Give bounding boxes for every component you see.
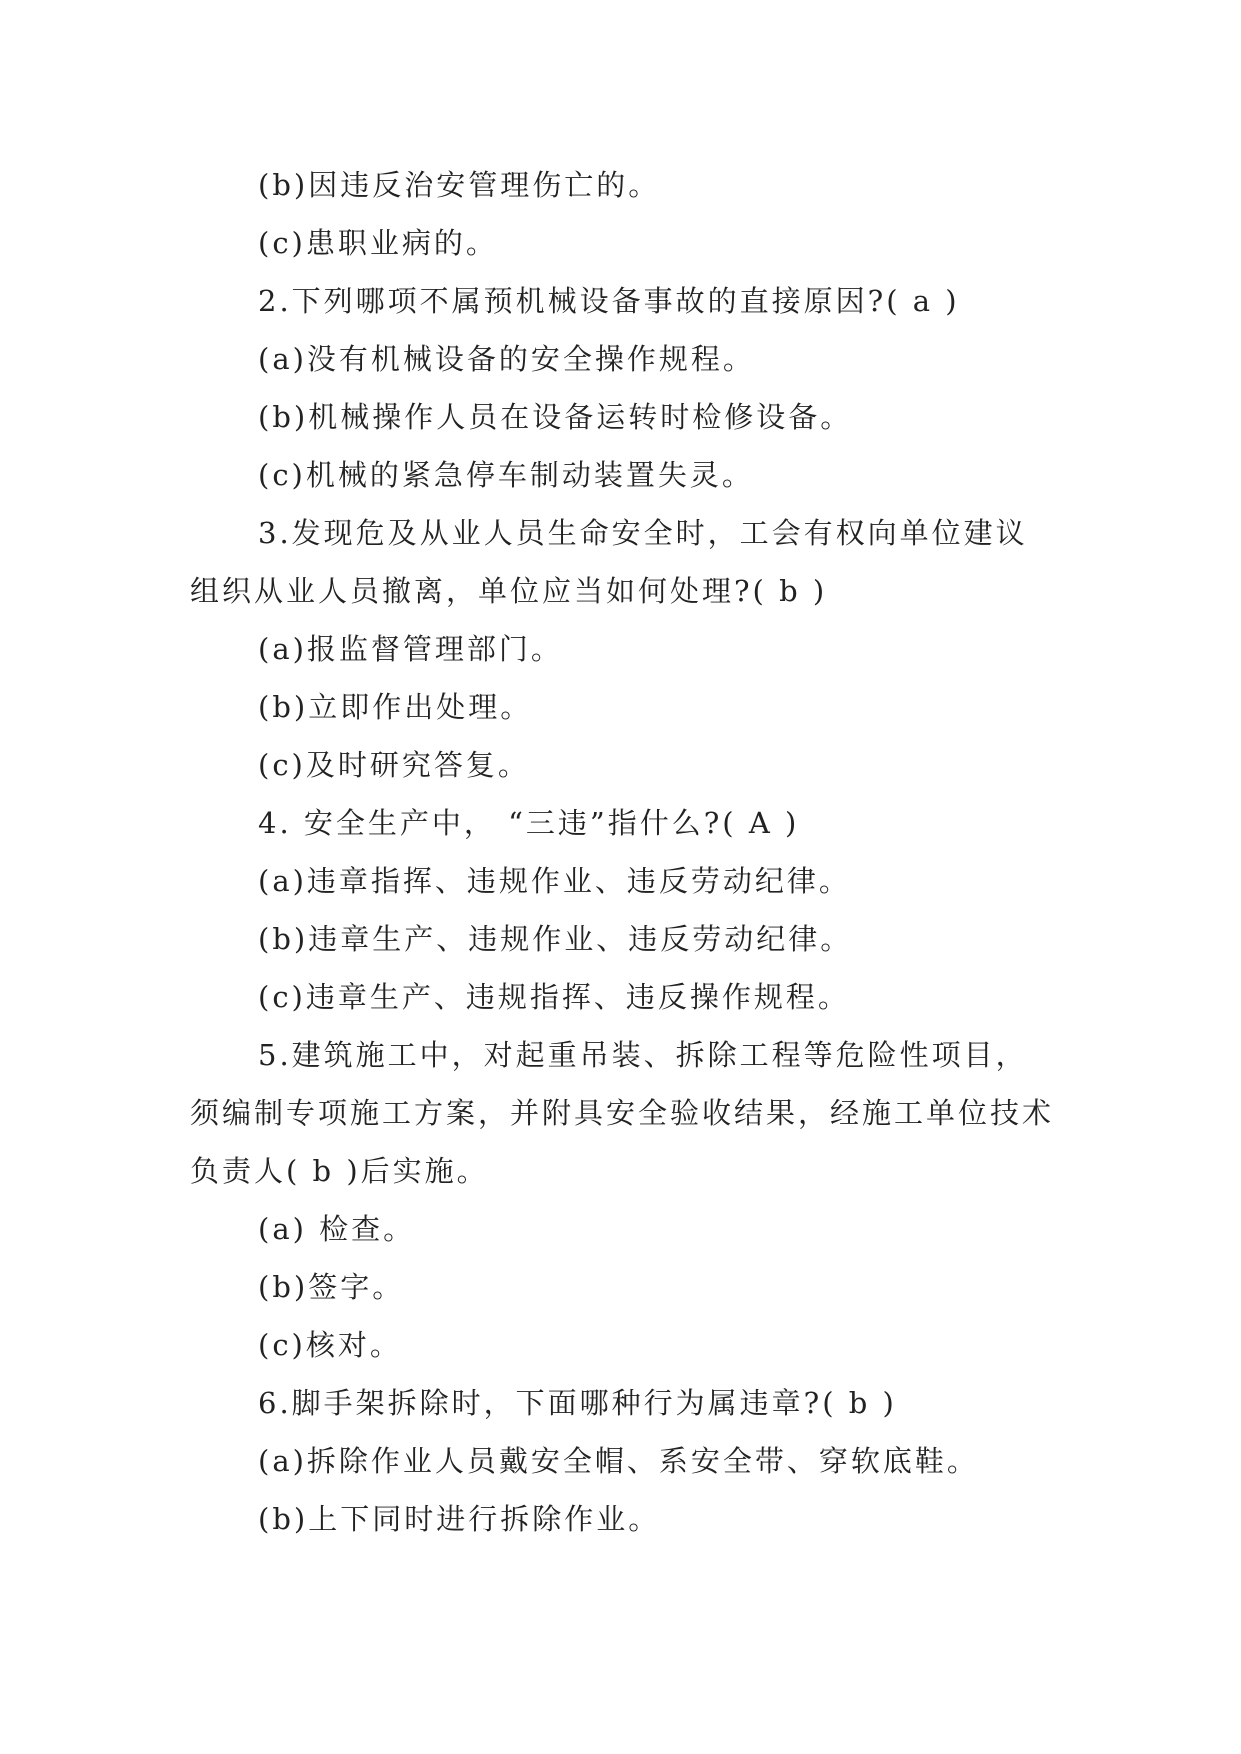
answer-option: (b)立即作出处理。 (258, 690, 533, 724)
answer-option: (a) 检查。 (258, 1212, 416, 1246)
answer-option: (c)核对。 (258, 1328, 402, 1362)
answer-option: (b)机械操作人员在设备运转时检修设备。 (258, 400, 853, 434)
document-body (190, 156, 1055, 1548)
answer-option: (c)违章生产、违规指挥、违反操作规程。 (258, 980, 850, 1014)
answer-option: (c)机械的紧急停车制动装置失灵。 (258, 458, 754, 492)
question-5: 5.建筑施工中，对起重吊装、拆除工程等危险性项目，须编制专项施工方案，并附具安全验收结果，经施工单位技术负责人( b )后实施。 (190, 1038, 1055, 1188)
answer-option: (a)拆除作业人员戴安全帽、系安全带、穿软底鞋。 (258, 1444, 979, 1478)
answer-option: (a)报监督管理部门。 (258, 632, 563, 666)
answer-option: (b)因违反治安管理伤亡的。 (258, 168, 661, 202)
answer-option: (b)上下同时进行拆除作业。 (258, 1502, 661, 1536)
question-2: 2.下列哪项不属预机械设备事故的直接原因?( a ) (258, 284, 960, 318)
answer-option: (c)及时研究答复。 (258, 748, 530, 782)
answer-option: (a)没有机械设备的安全操作规程。 (258, 342, 755, 376)
answer-option: (b)签字。 (258, 1270, 405, 1304)
answer-option: (a)违章指挥、违规作业、违反劳动纪律。 (258, 864, 851, 898)
answer-option: (c)患职业病的。 (258, 226, 498, 260)
question-4: 4. 安全生产中， “三违”指什么?( A ) (258, 806, 800, 840)
answer-option: (b)违章生产、违规作业、违反劳动纪律。 (258, 922, 853, 956)
question-6: 6.脚手架拆除时，下面哪种行为属违章?( b ) (258, 1386, 897, 1420)
question-3: 3.发现危及从业人员生命安全时，工会有权向单位建议组织从业人员撤离，单位应当如何处理?( b ) (190, 516, 1028, 608)
